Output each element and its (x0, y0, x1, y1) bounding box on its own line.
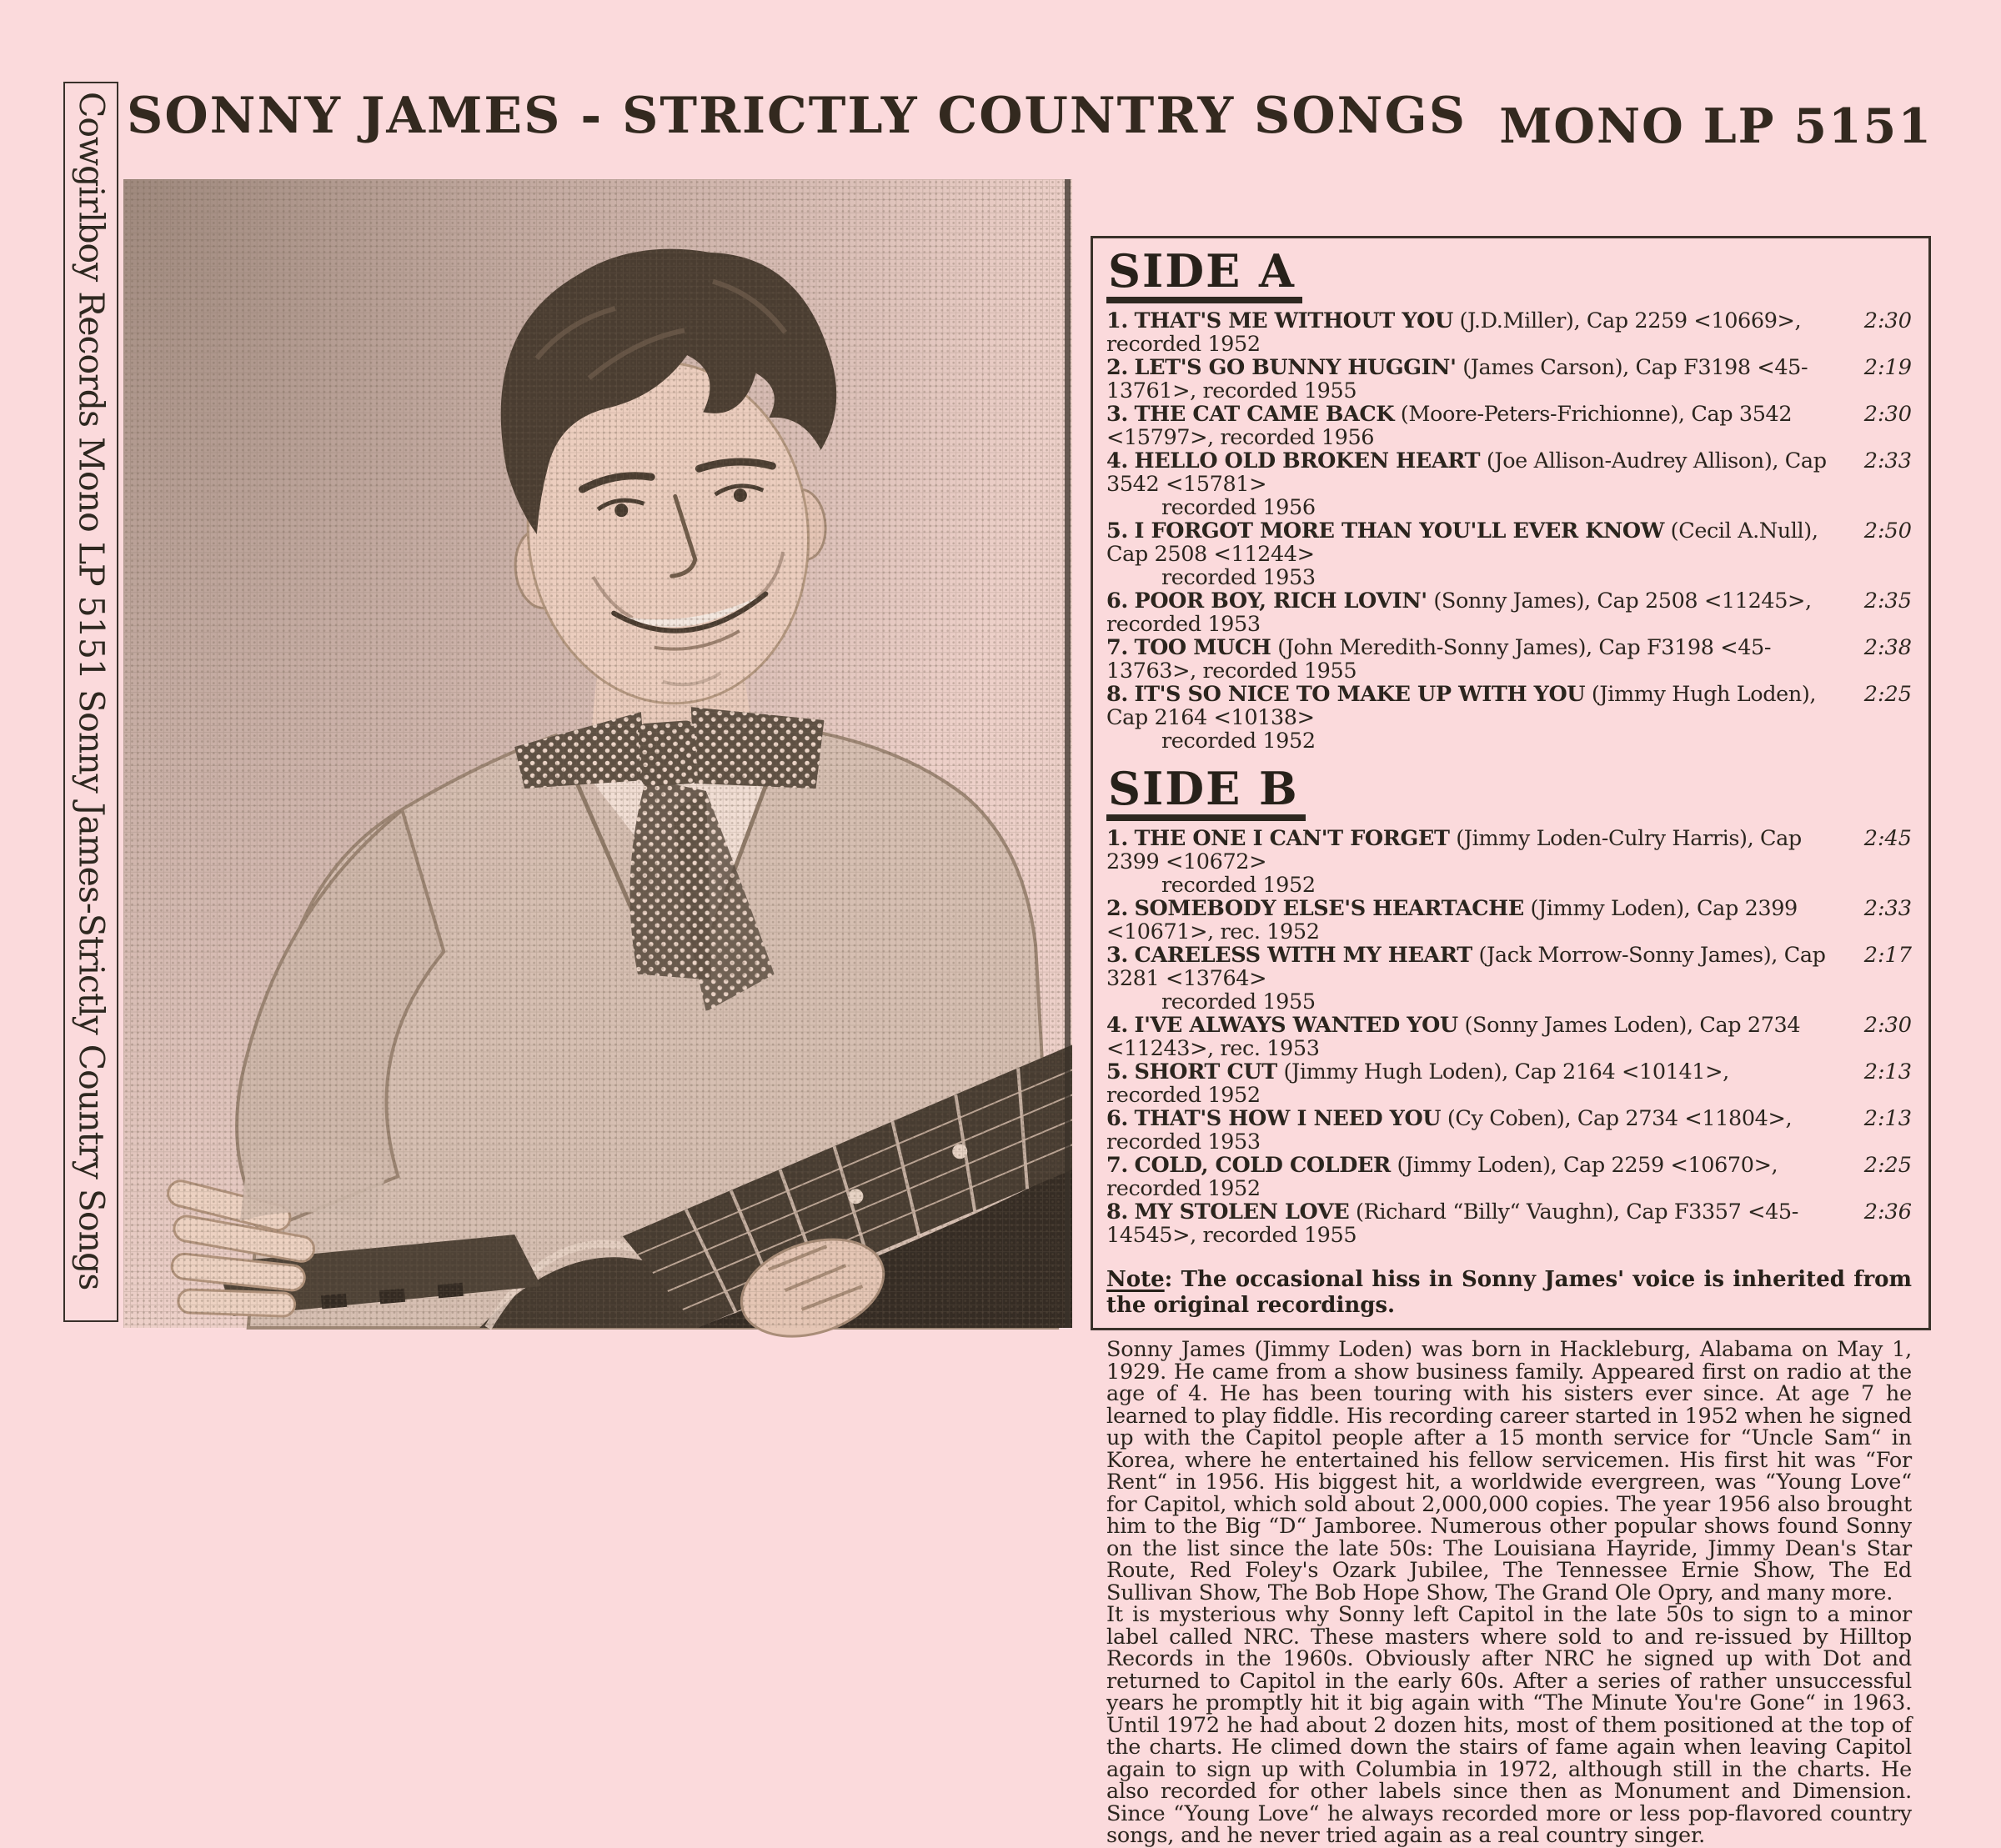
track-number: 2. (1106, 896, 1128, 921)
track-number: 1. (1106, 308, 1128, 333)
track-time: 2:25 (1863, 682, 1912, 707)
track-time: 2:30 (1863, 1013, 1912, 1038)
track-wrap-line: recorded 1953 (1161, 565, 1316, 590)
track-row (1106, 519, 1912, 589)
track-title: SOMEBODY ELSE'S HEARTACHE (1134, 896, 1524, 921)
track-wrap-line: recorded 1952 (1161, 873, 1316, 898)
track-number: 8. (1106, 1199, 1128, 1224)
track-number: 1. (1106, 826, 1128, 851)
track-title: COLD, COLD COLDER (1134, 1153, 1391, 1178)
track-row (1106, 1060, 1912, 1107)
track-details: (Jimmy Loden), Cap 2399 <10671>, rec. 1952 (1106, 896, 1798, 944)
track-time: 2:30 (1863, 308, 1912, 333)
track-time: 2:25 (1863, 1153, 1912, 1178)
track-time: 2:38 (1863, 635, 1912, 660)
track-row (1106, 636, 1912, 683)
biography-paragraph-2: It is mysterious why Sonny left Capitol in the late 50s to sign to a minor label called NRC. These masters where sold to and re-issued by Hilltop Records in the 1960s. Obviously after NRC he signed up with Dot and returned to Capitol in the early 60s. After a series of rather unsuccessful years he promptly hit it big again with “The Minute You're Gone“ in 1963. Until 1972 he had about 2 dozen hits, most of them positioned at the top of the charts. He climed down the stairs of fame again when leaving Capitol again to sign up with Columbia in 1972, although still in the charts. He also recorded for other labels since then as Monument and Dimension. Since “Young Love“ he always recorded more or less pop-flavored country songs, and he never tried again as a real country singer. (1106, 1602, 1912, 1848)
side-a-heading: SIDE A (1106, 248, 1302, 303)
track-row (1106, 1200, 1912, 1247)
track-number: 5. (1106, 518, 1128, 543)
track-details: (Jimmy Loden-Culry Harris), Cap 2399 <10672> (1106, 826, 1802, 874)
track-time: 2:33 (1863, 896, 1912, 921)
track-time: 2:17 (1863, 943, 1912, 968)
track-row (1106, 683, 1912, 753)
note-text: : The occasional hiss in Sonny James' voice is inherited from the original recordings. (1106, 1267, 1912, 1318)
track-row (1106, 449, 1912, 519)
track-details: (James Carson), Cap F3198 <45-13761>, recorded 1955 (1106, 355, 1808, 403)
track-time: 2:36 (1863, 1199, 1912, 1224)
page-title: SONNY JAMES - STRICTLY COUNTRY SONGS (127, 87, 1467, 145)
track-time: 2:35 (1863, 588, 1912, 613)
track-row (1106, 403, 1912, 449)
track-title: THE CAT CAME BACK (1134, 402, 1395, 427)
track-wrap-line: recorded 1955 (1161, 989, 1316, 1014)
track-row (1106, 897, 1912, 944)
portrait-photo (123, 179, 1072, 1328)
track-row (1106, 944, 1912, 1014)
track-title: IT'S SO NICE TO MAKE UP WITH YOU (1134, 682, 1586, 707)
track-details: (Jimmy Hugh Loden), Cap 2164 <10141>, recorded 1952 (1106, 1059, 1729, 1108)
track-title: HELLO OLD BROKEN HEART (1134, 448, 1481, 473)
track-row (1106, 356, 1912, 403)
track-time: 2:19 (1863, 355, 1912, 380)
track-title: I FORGOT MORE THAN YOU'LL EVER KNOW (1134, 518, 1664, 543)
track-number: 2. (1106, 355, 1128, 380)
side-b-heading: SIDE B (1106, 766, 1306, 821)
track-title: LET'S GO BUNNY HUGGIN' (1134, 355, 1457, 380)
track-details: (Jimmy Loden), Cap 2259 <10670>, recorded 1952 (1106, 1153, 1778, 1201)
track-time: 2:30 (1863, 402, 1912, 427)
track-time: 2:33 (1863, 448, 1912, 473)
track-details: (Jimmy Hugh Loden), Cap 2164 <10138> (1106, 682, 1817, 730)
track-number: 3. (1106, 943, 1128, 968)
track-row (1106, 827, 1912, 897)
note-label: Note (1106, 1267, 1165, 1292)
track-time: 2:50 (1863, 518, 1912, 543)
hiss-note (1106, 1267, 1912, 1319)
track-number: 6. (1106, 588, 1128, 613)
track-row (1106, 309, 1912, 356)
track-number: 8. (1106, 682, 1128, 707)
spine-text: Cowgirlboy Records Mono LP 5151 Sonny James-Strictly Country Songs (71, 92, 112, 1290)
track-title: CARELESS WITH MY HEART (1134, 943, 1472, 968)
track-title: THAT'S HOW I NEED YOU (1134, 1106, 1442, 1131)
spine-strip (63, 82, 118, 1322)
track-title: MY STOLEN LOVE (1134, 1199, 1350, 1224)
track-title: SHORT CUT (1134, 1059, 1277, 1084)
track-details: (J.D.Miller), Cap 2259 <10669>, recorded 1952 (1106, 308, 1802, 357)
track-number: 5. (1106, 1059, 1128, 1084)
track-wrap-line: recorded 1952 (1161, 729, 1316, 754)
track-number: 6. (1106, 1106, 1128, 1131)
track-number: 7. (1106, 1153, 1128, 1178)
side-b-section (1106, 762, 1912, 1248)
track-details: (Sonny James Loden), Cap 2734 <11243>, rec. 1953 (1106, 1013, 1801, 1061)
track-number: 4. (1106, 1013, 1128, 1038)
track-row (1106, 1107, 1912, 1154)
track-number: 3. (1106, 402, 1128, 427)
track-title: TOO MUCH (1134, 635, 1271, 660)
track-number: 7. (1106, 635, 1128, 660)
biography-paragraph-1: Sonny James (Jimmy Loden) was born in Hackleburg, Alabama on May 1, 1929. He came from a show business family. Appeared first on radio at the age of 4. He has been touring with his sisters ever since. At age 7 he learned to play fiddle. His recording career started in 1952 when he signed up with the Capitol people after a 15 month service for “Uncle Sam“ in Korea, where he entertained his fellow servicemen. His first hit was “For Rent“ in 1956. His biggest hit, a worldwide evergreen, was “Young Love“ for Capitol, which sold about 2,000,000 copies. The year 1956 also brought him to the Big “D“ Jamboree. Numerous other popular shows found Sonny on the list since the late 50s: The Louisiana Hayride, Jimmy Dean's Star Route, Red Foley's Ozark Jubilee, The Tennessee Ernie Show, The Ed Sullivan Show, The Bob Hope Show, The Grand Ole Opry, and many more. (1106, 1337, 1912, 1605)
portrait-illustration (123, 179, 1072, 1328)
track-number: 4. (1106, 448, 1128, 473)
track-details: (Moore-Peters-Frichionne), Cap 3542 <15797>, recorded 1956 (1106, 402, 1793, 450)
track-row (1106, 589, 1912, 636)
track-time: 2:13 (1863, 1106, 1912, 1131)
biography (1106, 1339, 1912, 1847)
track-wrap-line: recorded 1956 (1161, 495, 1316, 520)
track-details: (Sonny James), Cap 2508 <11245>, recorded 1953 (1106, 588, 1812, 637)
track-title: THAT'S ME WITHOUT YOU (1134, 308, 1453, 333)
track-details: (Richard “Billy“ Vaughn), Cap F3357 <45-14545>, recorded 1955 (1106, 1199, 1798, 1248)
track-row (1106, 1014, 1912, 1060)
liner-notes-box (1091, 236, 1931, 1848)
track-time: 2:13 (1863, 1059, 1912, 1084)
catalog-number: MONO LP 5151 (1499, 98, 1933, 154)
track-details: (Jack Morrow-Sonny James), Cap 3281 <13764> (1106, 943, 1826, 991)
track-details: (Cecil A.Null), Cap 2508 <11244> (1106, 518, 1818, 567)
track-details: (Joe Allison-Audrey Allison), Cap 3542 <15781> (1106, 448, 1827, 497)
side-a-section (1106, 244, 1912, 754)
track-time: 2:45 (1863, 826, 1912, 851)
track-row (1106, 1154, 1912, 1200)
track-title: POOR BOY, RICH LOVIN' (1134, 588, 1427, 613)
track-title: THE ONE I CAN'T FORGET (1134, 826, 1450, 851)
track-details: (Cy Coben), Cap 2734 <11804>, recorded 1953 (1106, 1106, 1793, 1154)
track-title: I'VE ALWAYS WANTED YOU (1134, 1013, 1458, 1038)
track-details: (John Meredith-Sonny James), Cap F3198 <45-13763>, recorded 1955 (1106, 635, 1772, 684)
